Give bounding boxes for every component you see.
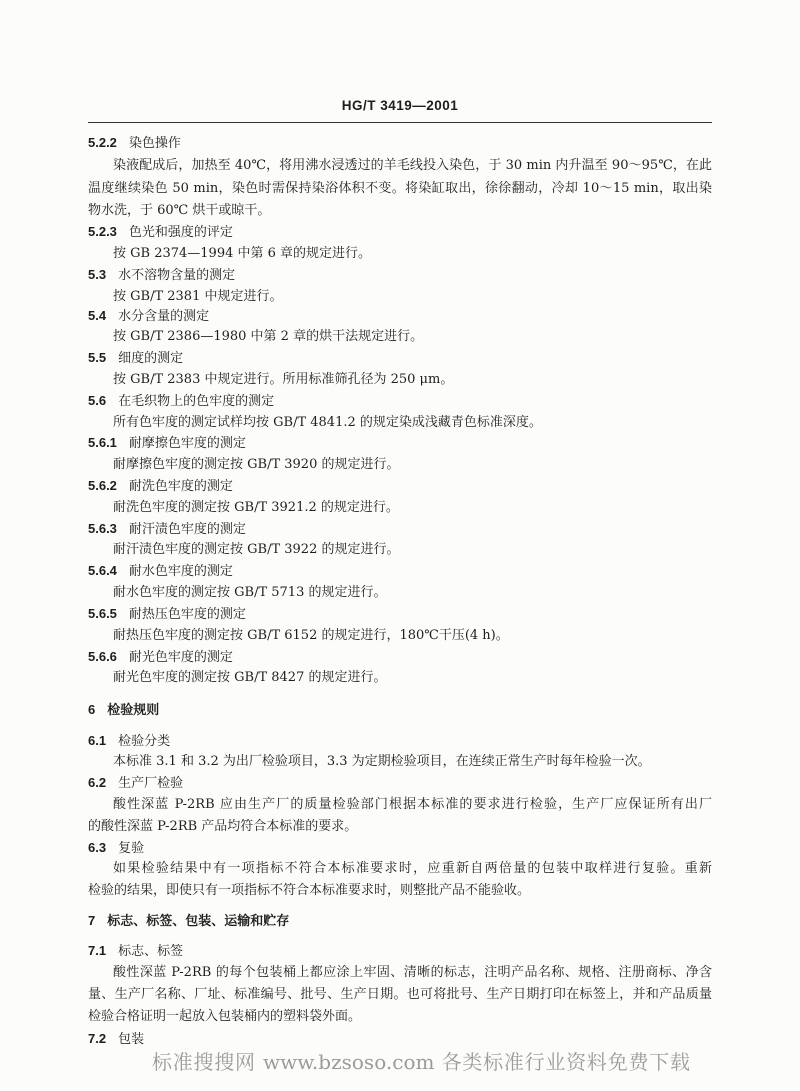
section-number: 5.5 bbox=[88, 350, 107, 365]
standard-code-header: HG/T 3419—2001 bbox=[341, 98, 459, 113]
paragraph-line: 耐洗色牢度的测定按 GB/T 3921.2 的规定进行。 bbox=[113, 500, 399, 515]
paragraph-line: 如果检验结果中有一项指标不符合本标准要求时，应重新自两倍量的包装中取样进行复验。重新 bbox=[113, 861, 712, 876]
section-title: 耐热压色牢度的测定 bbox=[128, 607, 246, 622]
section-heading bbox=[88, 223, 712, 241]
paragraph-line: 的酸性深蓝 P-2RB 产品均符合本标准的要求。 bbox=[88, 819, 358, 834]
paragraph-line: 检验合格证明一起放入包装桶内的塑料袋外面。 bbox=[88, 1009, 362, 1024]
paragraph-line: 温度继续染色 50 min，染色时需保持染浴体积不变。将染缸取出，徐徐翻动，冷却 10～15 min，取出染 bbox=[88, 181, 712, 196]
section-heading bbox=[88, 1030, 712, 1048]
section-heading bbox=[88, 477, 712, 495]
section-heading bbox=[88, 648, 712, 666]
section-heading bbox=[88, 605, 712, 623]
section-number: 7.1 bbox=[88, 943, 107, 958]
paragraph-line: 酸性深蓝 P-2RB 的每个包装桶上都应涂上牢固、清晰的标志，注明产品名称、规格、注册商标、净含 bbox=[113, 965, 712, 980]
section-heading bbox=[88, 266, 712, 284]
chapter-number: 7 bbox=[88, 913, 96, 928]
paragraph-line: 酸性深蓝 P-2RB 应由生产厂的质量检验部门根据本标准的要求进行检验，生产厂应保证所有出厂 bbox=[113, 797, 712, 812]
section-heading bbox=[88, 349, 712, 367]
section-number: 6.3 bbox=[88, 840, 107, 855]
chapter-number: 6 bbox=[88, 702, 96, 717]
section-title: 复验 bbox=[118, 841, 145, 856]
section-title: 在毛织物上的色牢度的测定 bbox=[118, 394, 275, 409]
section-heading bbox=[88, 392, 712, 410]
paragraph-line: 按 GB/T 2386—1980 中第 2 章的烘干法规定进行。 bbox=[113, 329, 424, 344]
section-title: 细度的测定 bbox=[118, 351, 184, 366]
paragraph-line: 所有色牢度的测定试样均按 GB/T 4841.2 的规定染成浅藏青色标准深度。 bbox=[113, 415, 542, 430]
section-number: 5.6.2 bbox=[88, 478, 117, 493]
section-title: 耐洗色牢度的测定 bbox=[128, 479, 233, 494]
section-number: 5.2.2 bbox=[88, 135, 117, 150]
chapter-title: 标志、标签、包装、运输和贮存 bbox=[107, 914, 290, 929]
section-number: 5.6 bbox=[88, 393, 107, 408]
section-title: 包装 bbox=[118, 1032, 145, 1047]
section-heading bbox=[88, 942, 712, 960]
section-number: 7.2 bbox=[88, 1031, 107, 1046]
section-title: 耐水色牢度的测定 bbox=[128, 564, 233, 579]
section-heading bbox=[88, 562, 712, 580]
header-rule bbox=[88, 122, 712, 123]
paragraph-line: 耐光色牢度的测定按 GB/T 8427 的规定进行。 bbox=[113, 670, 387, 685]
paragraph-line: 按 GB 2374—1994 中第 6 章的规定进行。 bbox=[113, 246, 372, 261]
section-title: 标志、标签 bbox=[118, 944, 184, 959]
paragraph-line: 耐摩擦色牢度的测定按 GB/T 3920 的规定进行。 bbox=[113, 457, 400, 472]
paragraph-line: 染液配成后，加热至 40℃，将用沸水浸透过的羊毛线投入染色，于 30 min 内升温至 90～95℃，在此 bbox=[113, 158, 712, 173]
section-number: 6.1 bbox=[88, 733, 107, 748]
section-title: 水分含量的测定 bbox=[118, 309, 210, 324]
paragraph-line: 耐热压色牢度的测定按 GB/T 6152 的规定进行，180℃干压(4 h)。 bbox=[113, 628, 509, 643]
section-number: 5.2.3 bbox=[88, 224, 117, 239]
section-number: 6.2 bbox=[88, 775, 107, 790]
section-heading bbox=[88, 774, 712, 792]
section-heading bbox=[88, 434, 712, 452]
paragraph-line: 量、生产厂名称、厂址、标准编号、批号、生产日期。也可将批号、生产日期打印在标签上，并和产品质量 bbox=[88, 987, 712, 1002]
paragraph-line: 按 GB/T 2381 中规定进行。 bbox=[113, 289, 283, 304]
section-title: 色光和强度的评定 bbox=[128, 225, 233, 240]
paragraph-line: 耐汗渍色牢度的测定按 GB/T 3922 的规定进行。 bbox=[113, 542, 400, 557]
section-heading bbox=[88, 839, 712, 857]
chapter-title: 检验规则 bbox=[107, 703, 160, 718]
section-heading bbox=[88, 520, 712, 538]
paragraph-line: 物水洗，于 60℃ 烘干或晾干。 bbox=[88, 203, 271, 218]
section-title: 耐摩擦色牢度的测定 bbox=[128, 436, 246, 451]
section-number: 5.6.6 bbox=[88, 649, 117, 664]
section-number: 5.6.4 bbox=[88, 563, 117, 578]
paragraph-line: 检验的结果，即使只有一项指标不符合本标准要求时，则整批产品不能验收。 bbox=[88, 883, 531, 898]
section-number: 5.3 bbox=[88, 267, 107, 282]
section-title: 耐光色牢度的测定 bbox=[128, 650, 233, 665]
section-number: 5.4 bbox=[88, 308, 107, 323]
section-number: 5.6.3 bbox=[88, 521, 117, 536]
section-heading bbox=[88, 307, 712, 325]
section-number: 5.6.1 bbox=[88, 435, 117, 450]
paragraph-line: 耐水色牢度的测定按 GB/T 5713 的规定进行。 bbox=[113, 585, 387, 600]
chapter-heading bbox=[88, 912, 712, 930]
paragraph-line: 按 GB/T 2383 中规定进行。所用标准筛孔径为 250 μm。 bbox=[113, 372, 454, 387]
section-heading bbox=[88, 732, 712, 750]
section-title: 染色操作 bbox=[128, 136, 181, 151]
section-title: 耐汗渍色牢度的测定 bbox=[128, 522, 246, 537]
section-heading bbox=[88, 134, 712, 152]
section-title: 生产厂检验 bbox=[118, 776, 184, 791]
site-watermark: 标准搜搜网 www.bzsoso.com 各类标准行业资料免费下载 bbox=[152, 1050, 690, 1074]
chapter-heading bbox=[88, 701, 712, 719]
section-title: 检验分类 bbox=[118, 734, 171, 749]
section-title: 水不溶物含量的测定 bbox=[118, 268, 236, 283]
section-number: 5.6.5 bbox=[88, 606, 117, 621]
paragraph-line: 本标准 3.1 和 3.2 为出厂检验项目，3.3 为定期检验项目，在连续正常生产时每年检验一次。 bbox=[113, 754, 651, 769]
